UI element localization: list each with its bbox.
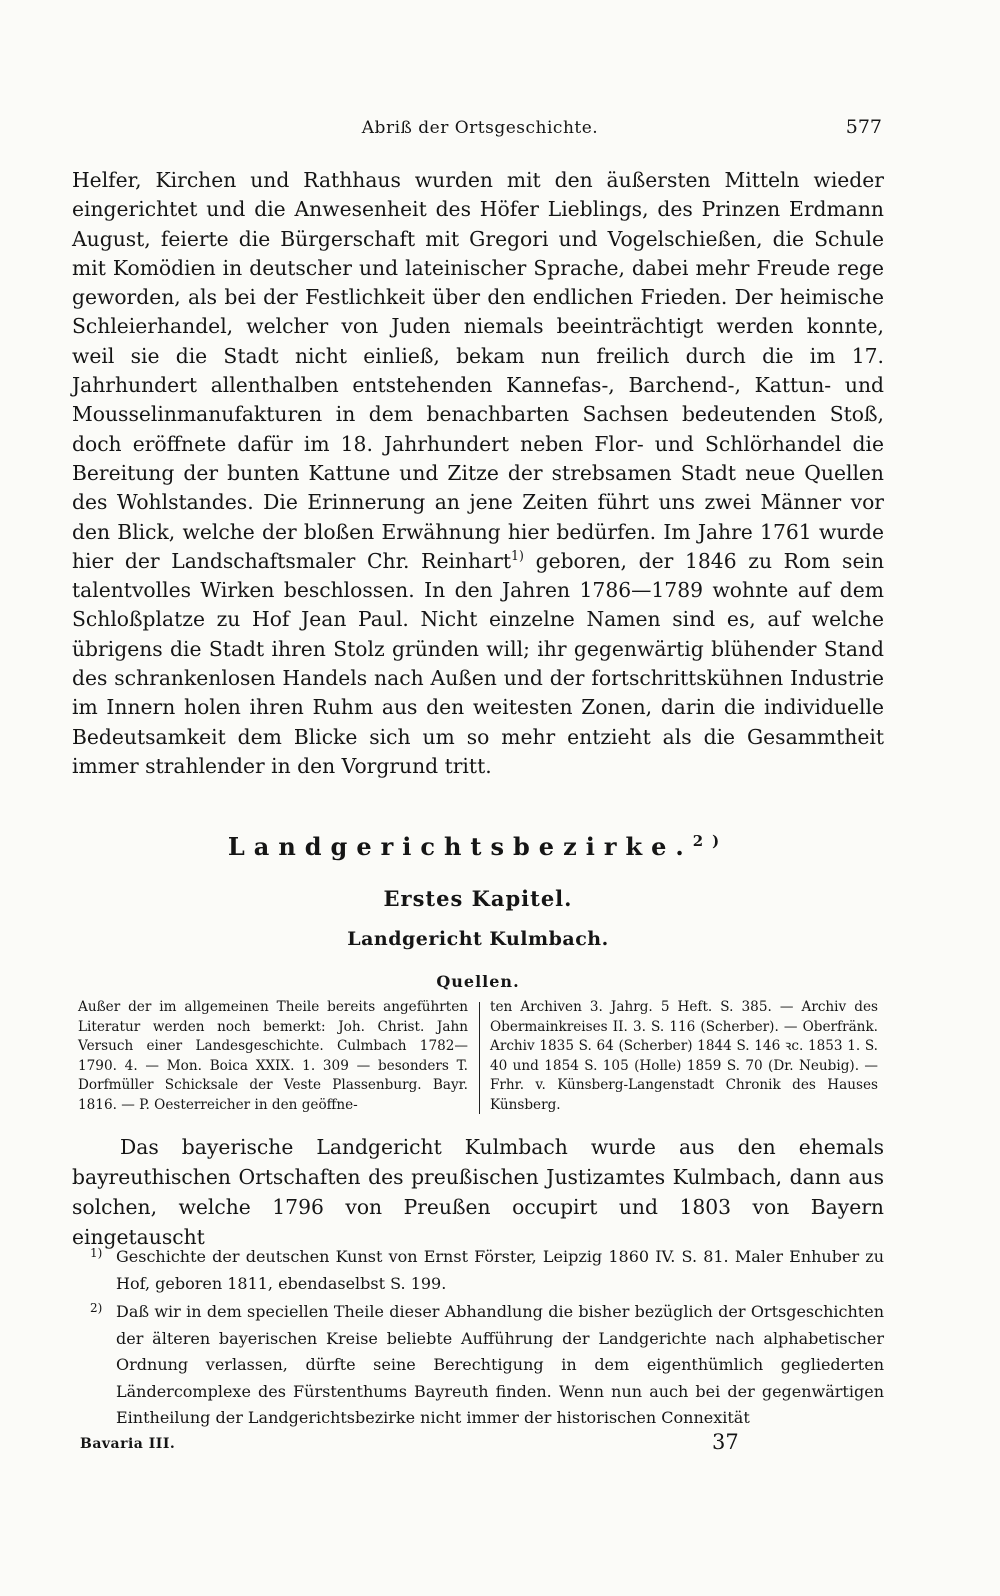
section-title bbox=[72, 832, 884, 861]
sheet-number: 37 bbox=[712, 1430, 739, 1454]
paragraph-text-part-b: geboren, der 1846 zu Rom sein talentvolles Wirken beschlossen. In den Jahren 1786—1789 wohnte auf dem Schloßplatze zu Hof Jean Paul. Nicht einzelne Namen sind es, auf welche übrigens die Stadt ihren Stolz gründen will; ihr gegenwärtig blühender Stand des schrankenlosen Handels nach Außen und der fortschrittskühnen Industrie im Innern holen ihren Ruhm aus den weitesten Zonen, darin die individuelle Bedeutsamkeit dem Blicke sich um so mehr entzieht als die Gesammtheit immer strahlender in den Vorgrund tritt. bbox=[72, 548, 885, 778]
footnote-ref-2: 2) bbox=[692, 832, 729, 850]
footnote-mark: 1) bbox=[90, 1246, 103, 1260]
paragraph-text-part-a: Helfer, Kirchen und Rathhaus wurden mit den äußersten Mitteln wieder eingerichtet und die Anwesenheit des Höfer Lieblings, des Prinzen Erdmann August, feierte die Bürgerschaft mit Gregori und Vogelschießen, die Schule mit Komödien in deutscher und lateinischer Sprache, dabei mehr Freude rege geworden, als bei der Festlichkeit über den endlichen Frieden. Der heimische Schleierhandel, welcher von Juden niemals beeinträchtigt werden konnte, weil sie die Stadt nicht einließ, bekam nun freilich durch die im 17. Jahrhundert allenthalben entstehenden Kannefas-, Barchend-, Kattun- und Mousselinmanufakturen in dem benachbarten Sachsen bedeutenden Stoß, doch eröffnete dafür im 18. Jahrhundert neben Flor- und Schlörhandel die Bereitung der bunten Kattune und Zitze der strebsamen Stadt neue Quellen des Wohlstandes. Die Erinnerung an jene Zeiten führt uns zwei Männer vor den Blick, welche der bloßen Erwähnung hier bedürfen. Im Jahre 1761 wurde hier der Landschaftsmaler Chr. Reinhart bbox=[72, 168, 884, 573]
page-number: 577 bbox=[845, 116, 882, 138]
chapter-title: Erstes Kapitel. bbox=[383, 886, 573, 911]
footnote-2 bbox=[78, 1299, 884, 1432]
sources-title: Quellen. bbox=[436, 972, 520, 991]
footnote-text: Daß wir in dem speciellen Theile dieser Abhandlung die bisher bezüglich der Ortsgeschichten der älteren bayerischen Kreise beliebte Aufführung der Landgerichte nach alphabetischer Ordnung verlassen, dürfte seine Berechtigung in dem eigenthümlich gegliederten Ländercomplexe des Fürstenthums Bayreuth finden. Wenn nun auch bei der gegenwärtigen Eintheilung der Landgerichtsbezirke nicht immer der historischen Connexität bbox=[116, 1302, 884, 1427]
running-head bbox=[78, 118, 882, 144]
running-title: Abriß der Ortsgeschichte. bbox=[361, 118, 599, 138]
court-title: Landgericht Kulmbach. bbox=[347, 928, 609, 950]
sources-left-column: Außer der im allgemeinen Theile bereits angeführten Literatur werden noch bemerkt: Joh. Christ. Jahn Versuch einer Landesgeschichte. Culmbach 1782—1790. 4. — Mon. Boica XXIX. 1. 309 — besonders T. Dorfmüller Schicksale der Veste Plassenburg. Bayr. 1816. — P. Oesterreicher in den geöffne- bbox=[78, 999, 468, 1113]
main-paragraph-1 bbox=[72, 166, 884, 781]
footnote-1 bbox=[78, 1244, 884, 1297]
footnote-mark: 2) bbox=[90, 1301, 103, 1315]
column-divider bbox=[479, 1002, 480, 1114]
paragraph-text bbox=[72, 166, 884, 781]
printer-signature: Bavaria III. bbox=[80, 1436, 176, 1452]
footnotes bbox=[78, 1244, 884, 1434]
section-title-text: Landgerichtsbezirke. bbox=[227, 832, 693, 861]
main-paragraph-2: Das bayerische Landgericht Kulmbach wurde aus den ehemals bayreuthischen Ortschaften des preußischen Justizamtes Kulmbach, dann aus solchen, welche 1796 von Preußen occupirt und 1803 von Bayern eingetauscht bbox=[72, 1135, 884, 1249]
sources-block bbox=[78, 998, 878, 1120]
footnote-ref-1: 1) bbox=[511, 548, 524, 564]
sources-right-column: ten Archiven 3. Jahrg. 5 Heft. S. 385. — Archiv des Obermainkreises II. 3. S. 116 (Scherber). — Oberfränk. Archiv 1835 S. 64 (Scherber) 1844 S. 146 ꝛc. 1853 1. S. 40 und 1854 S. 105 (Holle) 1859 S. 70 (Dr. Neubig). — Frhr. v. Künsberg-Langenstadt Chronik des Hauses Künsberg. bbox=[490, 999, 878, 1113]
footnote-text: Geschichte der deutschen Kunst von Ernst Förster, Leipzig 1860 IV. S. 81. Maler Enhuber zu Hof, geboren 1811, ebendaselbst S. 199. bbox=[116, 1247, 884, 1293]
